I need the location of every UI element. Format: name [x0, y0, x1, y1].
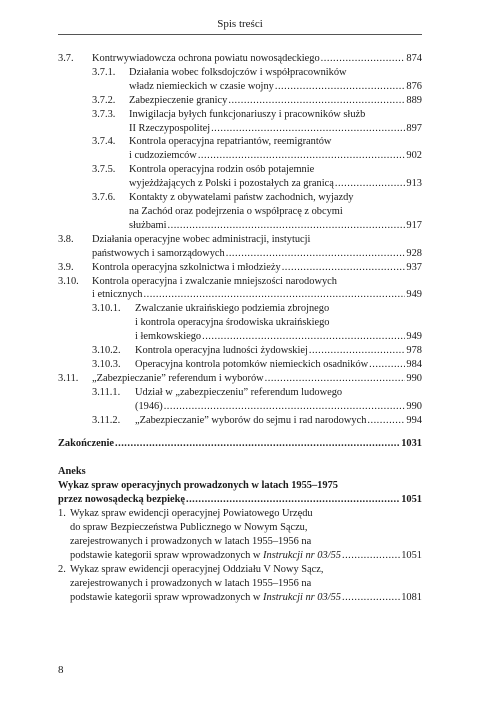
- toc-entry-page: 874: [406, 53, 422, 64]
- toc-entry[interactable]: [58, 414, 422, 428]
- toc-entry[interactable]: [58, 358, 422, 372]
- toc-entry[interactable]: [58, 372, 422, 386]
- annex-item-line: zarejestrowanych i prowadzonych w latach 1955–1956 na: [70, 535, 312, 547]
- leader-dots: [369, 358, 405, 372]
- toc-entry[interactable]: [58, 66, 422, 94]
- toc-entry-title: Kontrwywiadowcza ochrona powiatu nowosądeckiego: [92, 53, 320, 64]
- annex-item-lastline: [70, 549, 422, 563]
- toc-entry-body: [92, 275, 422, 303]
- toc-entry-title: i cudzoziemców: [129, 150, 197, 162]
- annex-item-instruction: Instrukcji nr 03/55: [263, 549, 341, 561]
- toc-entry[interactable]: [58, 108, 422, 136]
- toc-entry-line: Działania wobec folksdojczów i współpracowników: [129, 66, 347, 78]
- toc-entry-lastline: [135, 358, 422, 372]
- spacer: [58, 427, 422, 437]
- toc-entry-page: 949: [406, 289, 422, 301]
- toc-entry[interactable]: [58, 135, 422, 163]
- toc-entry-title: i łemkowskiego: [135, 331, 202, 343]
- toc-entry-number: 3.10.1.: [92, 303, 121, 315]
- toc-entry-line: Kontrola operacyjna i zwalczanie mniejszości narodowych: [92, 275, 337, 287]
- leader-dots: [115, 437, 400, 451]
- toc-entry[interactable]: [58, 302, 422, 344]
- toc-entry-number: 3.7.1.: [92, 66, 116, 78]
- toc-entry-body: [135, 358, 422, 372]
- annex-item-text: podstawie kategorii spraw wprowadzonych w: [70, 549, 264, 561]
- toc-entry-line: Inwigilacja byłych funkcjonariuszy i pracowników służb: [129, 108, 366, 120]
- toc-entry-page: 937: [406, 261, 422, 273]
- toc-entry-number: 3.7.2.: [92, 94, 116, 106]
- leader-dots: [226, 247, 406, 261]
- toc-entry-title: i etnicznych: [92, 289, 143, 301]
- annex-item-number: 1.: [58, 508, 66, 520]
- toc-entry-body: [129, 191, 422, 233]
- toc-entry-number: 3.7.4.: [92, 136, 116, 148]
- leader-dots: [164, 400, 406, 414]
- toc-entry-title: (1946): [135, 400, 163, 412]
- annex-heading: Aneks: [58, 466, 86, 478]
- leader-dots: [265, 372, 406, 386]
- toc-entry-lastline: [129, 177, 422, 191]
- toc-entry-title: „Zabezpieczanie” referendum i wyborów: [92, 372, 264, 384]
- toc-entry-conclusion[interactable]: [58, 437, 422, 451]
- toc-entry-body: [92, 372, 422, 386]
- toc-entry-line: Kontrola operacyjna rodzin osób potajemnie: [129, 164, 315, 176]
- toc-entry-body: [92, 261, 422, 275]
- toc-entry-title: „Zabezpieczanie” wyborów do sejmu i rad narodowych: [135, 414, 367, 426]
- toc-entry-page: 978: [406, 345, 422, 357]
- annex-items: [58, 507, 422, 604]
- toc-entry-page: 902: [406, 150, 422, 162]
- toc-entry-page: 990: [406, 372, 422, 384]
- toc-entries: [58, 52, 422, 427]
- running-header: Spis treści: [58, 18, 422, 35]
- toc-entry-page: 917: [406, 219, 422, 231]
- leader-dots: [144, 288, 406, 302]
- toc-entry-body: [135, 414, 422, 428]
- toc-entry-number: 3.11.1.: [92, 386, 121, 398]
- annex-item-line: do spraw Bezpieczeństwa Publicznego w Nowym Sączu,: [70, 522, 308, 533]
- spacer: [58, 451, 422, 465]
- leader-dots: [335, 177, 406, 191]
- toc-entry[interactable]: [58, 233, 422, 261]
- toc-entry-line: Kontakty z obywatelami państw zachodnich, wyjazdy: [129, 192, 354, 204]
- toc-entry-lastline: [129, 149, 422, 163]
- toc-entry-line: Zwalczanie ukraińskiego podziemia zbrojnego: [135, 303, 330, 315]
- toc-entry-lastline: [135, 414, 422, 428]
- toc-entry-page: 928: [406, 247, 422, 259]
- leader-dots: [168, 219, 406, 233]
- toc-entry-body: [92, 52, 422, 66]
- annex-item-lastline: [70, 591, 422, 605]
- leader-dots: [282, 261, 406, 275]
- toc-entry-body: [129, 66, 422, 94]
- toc-entry-line: Działania operacyjne wobec administracji, instytucji: [92, 233, 311, 245]
- toc-entry-title: służbami: [129, 219, 167, 231]
- toc-entry-number: 3.10.2.: [92, 345, 121, 357]
- annex-item-title: [70, 549, 341, 563]
- annex-item-line: Wykaz spraw ewidencji operacyjnej Oddziału V Nowy Sącz,: [70, 563, 324, 575]
- toc-entry[interactable]: [58, 386, 422, 414]
- leader-dots: [275, 80, 406, 94]
- toc-entry-body: [135, 302, 422, 344]
- toc-entry-line: Kontrola operacyjna repatriantów, reemigrantów: [129, 136, 332, 148]
- annex-item-body: [70, 563, 422, 605]
- toc-entry-title: Kontrola operacyjna szkolnictwa i młodzieży: [92, 261, 281, 273]
- annex-item-text: podstawie kategorii spraw wprowadzonych w: [70, 591, 264, 603]
- toc-entry-number: 3.7.: [58, 53, 74, 64]
- toc-entry[interactable]: [58, 344, 422, 358]
- toc-entry-lastline: [135, 400, 422, 414]
- toc-entry-number: 3.10.3.: [92, 358, 121, 370]
- annex-item-line: Wykaz spraw ewidencji operacyjnej Powiatowego Urzędu: [70, 508, 313, 520]
- toc-entry-body: [129, 163, 422, 191]
- toc-entry-title: II Rzeczypospolitej: [129, 122, 211, 134]
- leader-dots: [342, 591, 400, 605]
- toc-entry-page: 994: [406, 414, 422, 426]
- toc-entry-lastline: [129, 80, 422, 94]
- table-of-contents: [58, 52, 422, 604]
- annex-item-line: zarejestrowanych i prowadzonych w latach 1955–1956 na: [70, 577, 312, 589]
- toc-entry-page: 913: [406, 178, 422, 190]
- annex-item-number: 2.: [58, 563, 66, 575]
- toc-entry-body: [135, 386, 422, 414]
- toc-entry[interactable]: [58, 191, 422, 233]
- toc-entry-lastline: [135, 330, 422, 344]
- leader-dots: [211, 122, 405, 136]
- leader-dots: [186, 493, 400, 507]
- annex-item-page: 1051: [401, 549, 422, 561]
- toc-entry-page: 876: [406, 80, 422, 92]
- toc-entry[interactable]: [58, 261, 422, 275]
- toc-entry-number: 3.8.: [58, 233, 74, 245]
- toc-entry-lastline: [129, 94, 422, 108]
- toc-entry[interactable]: [58, 94, 422, 108]
- toc-entry-page: 1031: [401, 438, 422, 450]
- toc-entry[interactable]: [58, 52, 422, 66]
- toc-entry-line: i kontrola operacyjna środowiska ukraińskiego: [135, 317, 330, 329]
- leader-dots: [202, 330, 405, 344]
- annex-item[interactable]: [58, 507, 422, 563]
- toc-entry-title: Zakończenie: [58, 438, 114, 450]
- toc-entry-body: [135, 344, 422, 358]
- toc-entry-number: 3.7.6.: [92, 192, 116, 204]
- toc-entry-lastline: [92, 261, 422, 275]
- leader-dots: [228, 94, 405, 108]
- toc-entry-line: Udział w „zabezpieczeniu” referendum ludowego: [135, 386, 343, 398]
- annex-item-page: 1081: [401, 591, 422, 603]
- toc-entry-title: wyjeżdżających z Polski i pozostałych za granicą: [129, 178, 334, 190]
- toc-entry-lastline: [129, 122, 422, 136]
- toc-entry-title: władz niemieckich w czasie wojny: [129, 80, 274, 92]
- toc-entry-lastline: [129, 219, 422, 233]
- annex-item[interactable]: [58, 563, 422, 605]
- toc-entry-number: 3.9.: [58, 261, 74, 273]
- toc-entry-line: na Zachód oraz podejrzenia o współpracę z obcymi: [129, 205, 343, 217]
- page-number: 8: [58, 664, 64, 676]
- toc-entry-number: 3.10.: [58, 275, 79, 287]
- leader-dots: [309, 344, 406, 358]
- toc-entry-lastline: [92, 247, 422, 261]
- toc-entry-title: Zabezpieczenie granicy: [129, 94, 228, 106]
- annex-subtitle-last: przez nowosądecką bezpiekę: [58, 494, 185, 506]
- toc-entry-title: Kontrola operacyjna ludności żydowskiej: [135, 345, 308, 357]
- leader-dots: [321, 52, 406, 66]
- toc-entry-number: 3.11.2.: [92, 414, 121, 426]
- toc-entry-body: [92, 233, 422, 261]
- toc-entry-lastline: [92, 372, 422, 386]
- annex-item-instruction: Instrukcji nr 03/55: [263, 591, 341, 603]
- toc-entry-page: 889: [406, 94, 422, 106]
- leader-dots: [342, 549, 400, 563]
- toc-entry-number: 3.11.: [58, 372, 79, 384]
- toc-entry-body: [129, 135, 422, 163]
- toc-entry-lastline: [135, 344, 422, 358]
- toc-entry-lastline: [92, 288, 422, 302]
- annex-subtitle[interactable]: [58, 479, 422, 507]
- toc-entry[interactable]: [58, 275, 422, 303]
- annex-item-title: [70, 591, 341, 605]
- toc-entry-lastline: [92, 52, 422, 66]
- annex-subtitle-page: 1051: [401, 494, 422, 506]
- annex-item-body: [70, 507, 422, 563]
- toc-entry-page: 949: [406, 331, 422, 343]
- toc-entry-page: 984: [406, 358, 422, 370]
- annex-subtitle-line: Wykaz spraw operacyjnych prowadzonych w latach 1955–1975: [58, 480, 338, 492]
- toc-entry-body: [129, 108, 422, 136]
- toc-entry-body: [129, 94, 422, 108]
- leader-dots: [367, 414, 405, 428]
- leader-dots: [198, 149, 406, 163]
- toc-entry-number: 3.7.3.: [92, 108, 116, 120]
- toc-entry-title: Operacyjna kontrola potomków niemieckich osadników: [135, 358, 369, 370]
- toc-entry-page: 990: [406, 400, 422, 412]
- toc-entry-page: 897: [406, 122, 422, 134]
- toc-entry[interactable]: [58, 163, 422, 191]
- toc-entry-title: państwowych i samorządowych: [92, 247, 225, 259]
- toc-entry-number: 3.7.5.: [92, 164, 116, 176]
